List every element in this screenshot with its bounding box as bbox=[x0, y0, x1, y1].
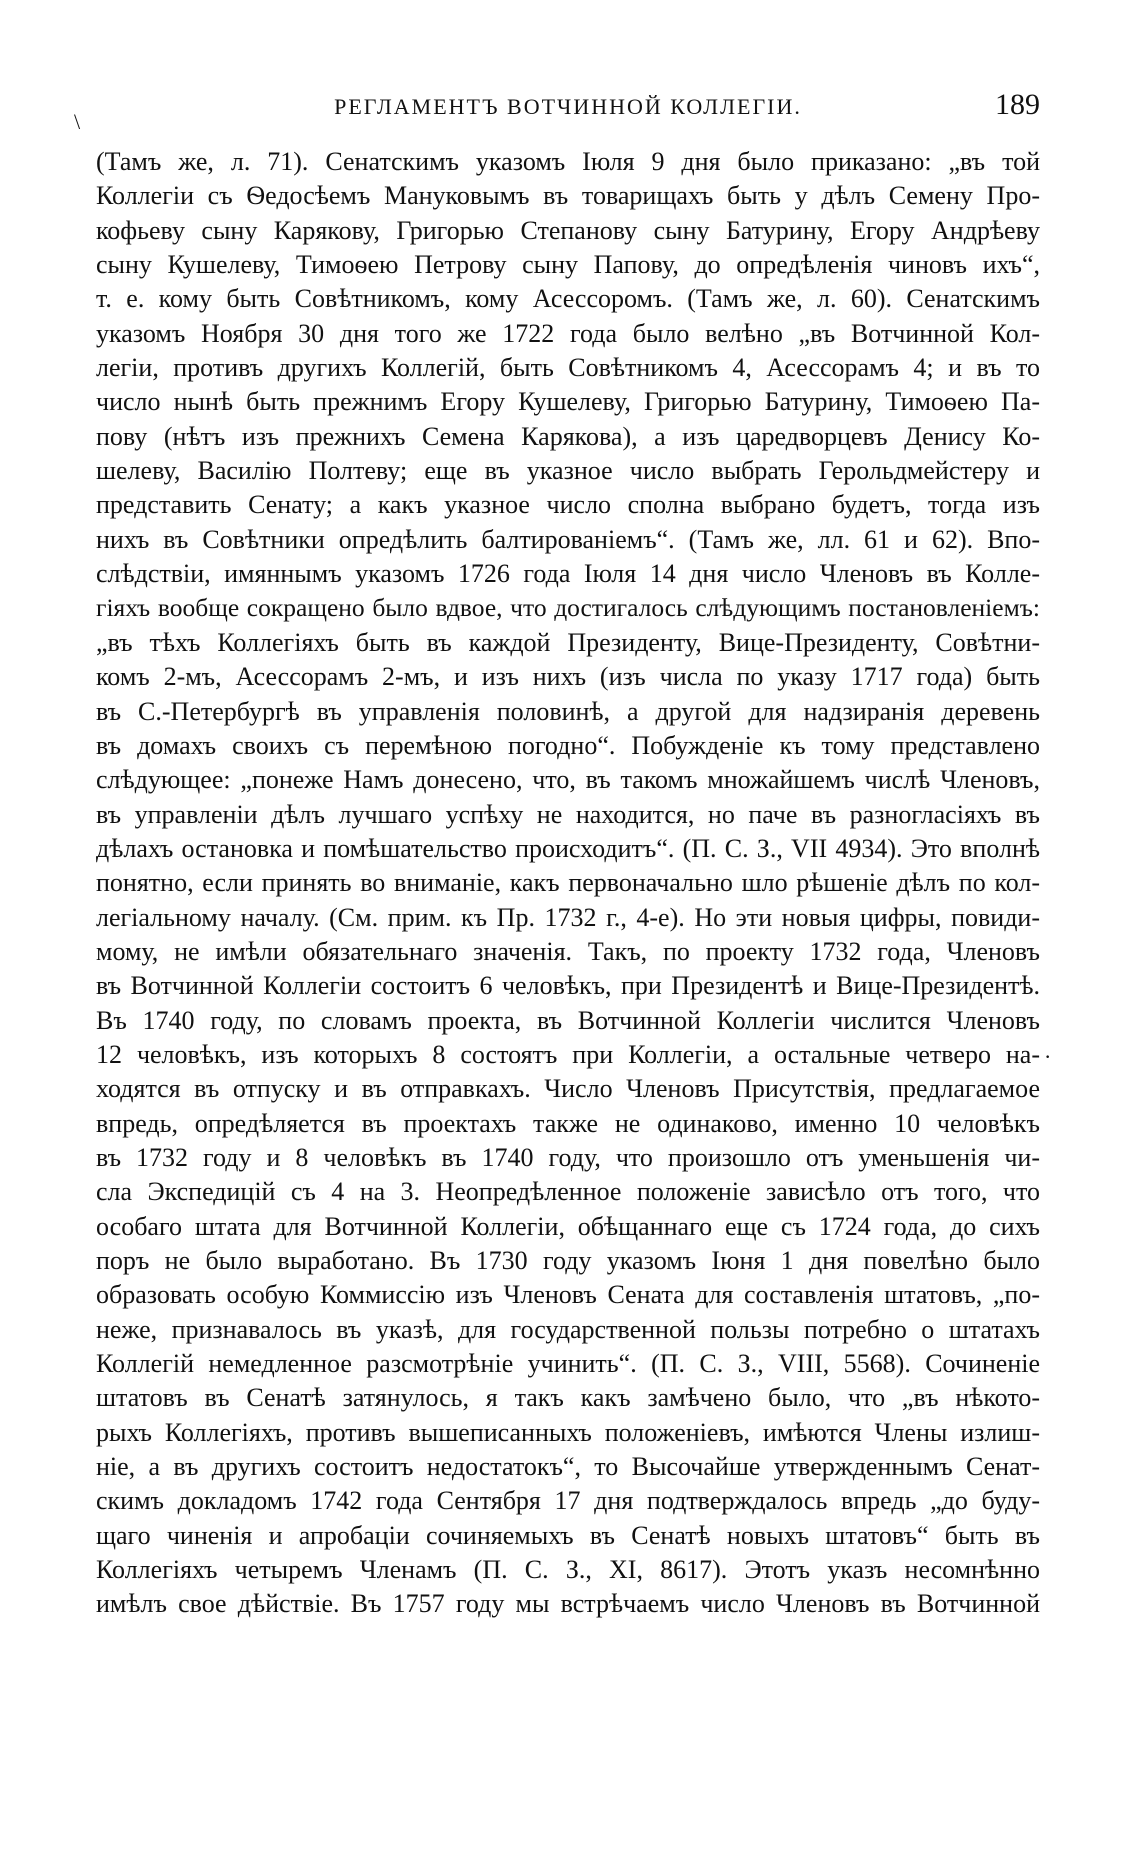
page-header-title: РЕГЛАМЕНТЪ ВОТЧИННОЙ КОЛЛЕГІИ. bbox=[334, 94, 802, 119]
text-line: ходятся въ отпуску и въ отправкахъ. Число Членовъ Присутствія, предлагаемое bbox=[96, 1074, 1040, 1104]
text-line: скимъ докладомъ 1742 года Сентября 17 дня подтверждалось впредь „до буду- bbox=[96, 1486, 1040, 1516]
text-line: образовать особую Коммиссію изъ Членовъ Сената для составленія штатовъ, „по- bbox=[96, 1280, 1040, 1310]
text-line: въ домахъ своихъ съ перемѣною погодно“. Побужденіе къ тому представлено bbox=[96, 730, 1040, 760]
text-line: сыну Кушелеву, Тимоѳею Петрову сыну Папову, до опредѣленія чиновъ ихъ“, bbox=[96, 250, 1040, 280]
text-line: (Тамъ же, л. 71). Сенатскимъ указомъ Іюля 9 дня было приказано: „въ той bbox=[96, 147, 1040, 176]
text-line: неже, признавалось въ указѣ, для государственной пользы потребно о штатахъ bbox=[96, 1314, 1040, 1344]
margin-mark: · bbox=[1044, 1044, 1052, 1069]
text-line: 12 человѣкъ, изъ которыхъ 8 состоятъ при Коллегіи, а остальные четверо на- bbox=[96, 1039, 1040, 1069]
text-line: въ Вотчинной Коллегіи состоитъ 6 человѣкъ, при Президентѣ и Вице-Президентѣ. bbox=[96, 971, 1040, 1001]
text-line: Коллегіяхъ четыремъ Членамъ (П. С. З., XI, 8617). Этотъ указъ несомнѣнно bbox=[96, 1555, 1040, 1585]
text-line: понятно, если принять во вниманіе, какъ первоначально шло рѣшеніе дѣлъ по кол- bbox=[96, 868, 1040, 898]
text-line: число нынѣ быть прежнимъ Егору Кушелеву, Григорью Батурину, Тимоѳею Па- bbox=[96, 387, 1040, 417]
text-line: слѣдствіи, имяннымъ указомъ 1726 года Іюля 14 дня число Членовъ въ Колле- bbox=[96, 559, 1040, 589]
text-line: рыхъ Коллегіяхъ, противъ вышеписанныхъ положеніевъ, имѣются Члены излиш- bbox=[96, 1417, 1040, 1447]
text-line: комъ 2-мъ, Асессорамъ 2-мъ, и изъ нихъ (изъ числа по указу 1717 года) быть bbox=[96, 662, 1040, 692]
text-line: легіальному началу. (См. прим. къ Пр. 1732 г., 4-е). Но эти новыя цифры, повиди- bbox=[96, 902, 1040, 932]
text-line: Коллегій немедленное разсмотрѣніе учинить“. (П. С. З., VIII, 5568). Сочиненіе bbox=[96, 1349, 1040, 1379]
text-line: „въ тѣхъ Коллегіяхъ быть въ каждой Президенту, Вице-Президенту, Совѣтни- bbox=[96, 627, 1040, 657]
text-line: гіяхъ вообще сокращено было вдвое, что достигалось слѣдующимъ постановленіемъ: bbox=[96, 593, 1040, 623]
text-line: шелеву, Василію Полтеву; еще въ указное число выбрать Герольдмейстеру и bbox=[96, 456, 1040, 486]
text-line: поръ не было выработано. Въ 1730 году указомъ Іюня 1 дня повелѣно было bbox=[96, 1246, 1040, 1275]
text-line: нихъ въ Совѣтники опредѣлить балтированіемъ“. (Тамъ же, лл. 61 и 62). Впо- bbox=[96, 524, 1040, 554]
text-line: имѣлъ свое дѣйствіе. Въ 1757 году мы встрѣчаемъ число Членовъ въ Вотчинной bbox=[96, 1589, 1040, 1619]
running-head bbox=[74, 88, 1040, 134]
text-line: сла Экспедицій съ 4 на 3. Неопредѣленное положеніе зависѣло отъ того, что bbox=[96, 1177, 1040, 1207]
text-line: пову (нѣтъ изъ прежнихъ Семена Карякова), а изъ царедворцевъ Денису Ко- bbox=[96, 421, 1040, 451]
text-line: дѣлахъ остановка и помѣшательство происходитъ“. (П. С. З., VII 4934). Это вполнѣ bbox=[96, 833, 1040, 863]
page-number: 189 bbox=[995, 88, 1040, 121]
text-line: слѣдующее: „понеже Намъ донесено, что, въ такомъ множайшемъ числѣ Членовъ, bbox=[96, 765, 1040, 795]
text-line: въ 1732 году и 8 человѣкъ въ 1740 году, что произошло отъ уменьшенія чи- bbox=[96, 1142, 1040, 1172]
text-line: особаго штата для Вотчинной Коллегіи, обѣщаннаго еще съ 1724 года, до сихъ bbox=[96, 1211, 1040, 1241]
text-line: щаго чиненія и апробаціи сочиняемыхъ въ Сенатѣ новыхъ штатовъ“ быть въ bbox=[96, 1520, 1040, 1550]
text-line: въ С.-Петербургѣ въ управленія половинѣ, а другой для надзиранія деревень bbox=[96, 696, 1040, 726]
text-line: кофьеву сыну Карякову, Григорью Степанову сыну Батурину, Егору Андрѣеву bbox=[96, 215, 1040, 245]
text-line: въ управленіи дѣлъ лучшаго успѣху не находится, но паче въ разногласіяхъ въ bbox=[96, 799, 1040, 829]
text-line: т. е. кому быть Совѣтникомъ, кому Асессоромъ. (Тамъ же, л. 60). Сенатскимъ bbox=[96, 284, 1040, 314]
text-line: ніе, а въ другихъ состоитъ недостатокъ“, то Высочайше утвержденнымъ Сенат- bbox=[96, 1452, 1040, 1482]
text-line: Въ 1740 году, по словамъ проекта, въ Вотчинной Коллегіи числится Членовъ bbox=[96, 1005, 1040, 1035]
text-line: представить Сенату; а какъ указное число сполна выбрано будетъ, тогда изъ bbox=[96, 490, 1040, 520]
text-line: штатовъ въ Сенатѣ затянулось, я такъ какъ замѣчено было, что „въ нѣкото- bbox=[96, 1383, 1040, 1413]
text-line: Коллегіи съ Ѳедосѣемъ Мануковымъ въ товарищахъ быть у дѣлъ Семену Про- bbox=[96, 181, 1040, 211]
margin-mark-header: \ bbox=[74, 109, 81, 134]
text-line: легіи, противъ другихъ Коллегій, быть Совѣтникомъ 4, Асессорамъ 4; и въ то bbox=[96, 353, 1040, 383]
body-text bbox=[96, 145, 1040, 1622]
text-line: впредь, опредѣляется въ проектахъ также не одинаково, именно 10 человѣкъ bbox=[96, 1108, 1040, 1138]
text-line: указомъ Ноября 30 дня того же 1722 года было велѣно „въ Вотчинной Кол- bbox=[96, 318, 1040, 348]
text-line: мому, не имѣли обязательнаго значенія. Такъ, по проекту 1732 года, Членовъ bbox=[96, 936, 1040, 966]
